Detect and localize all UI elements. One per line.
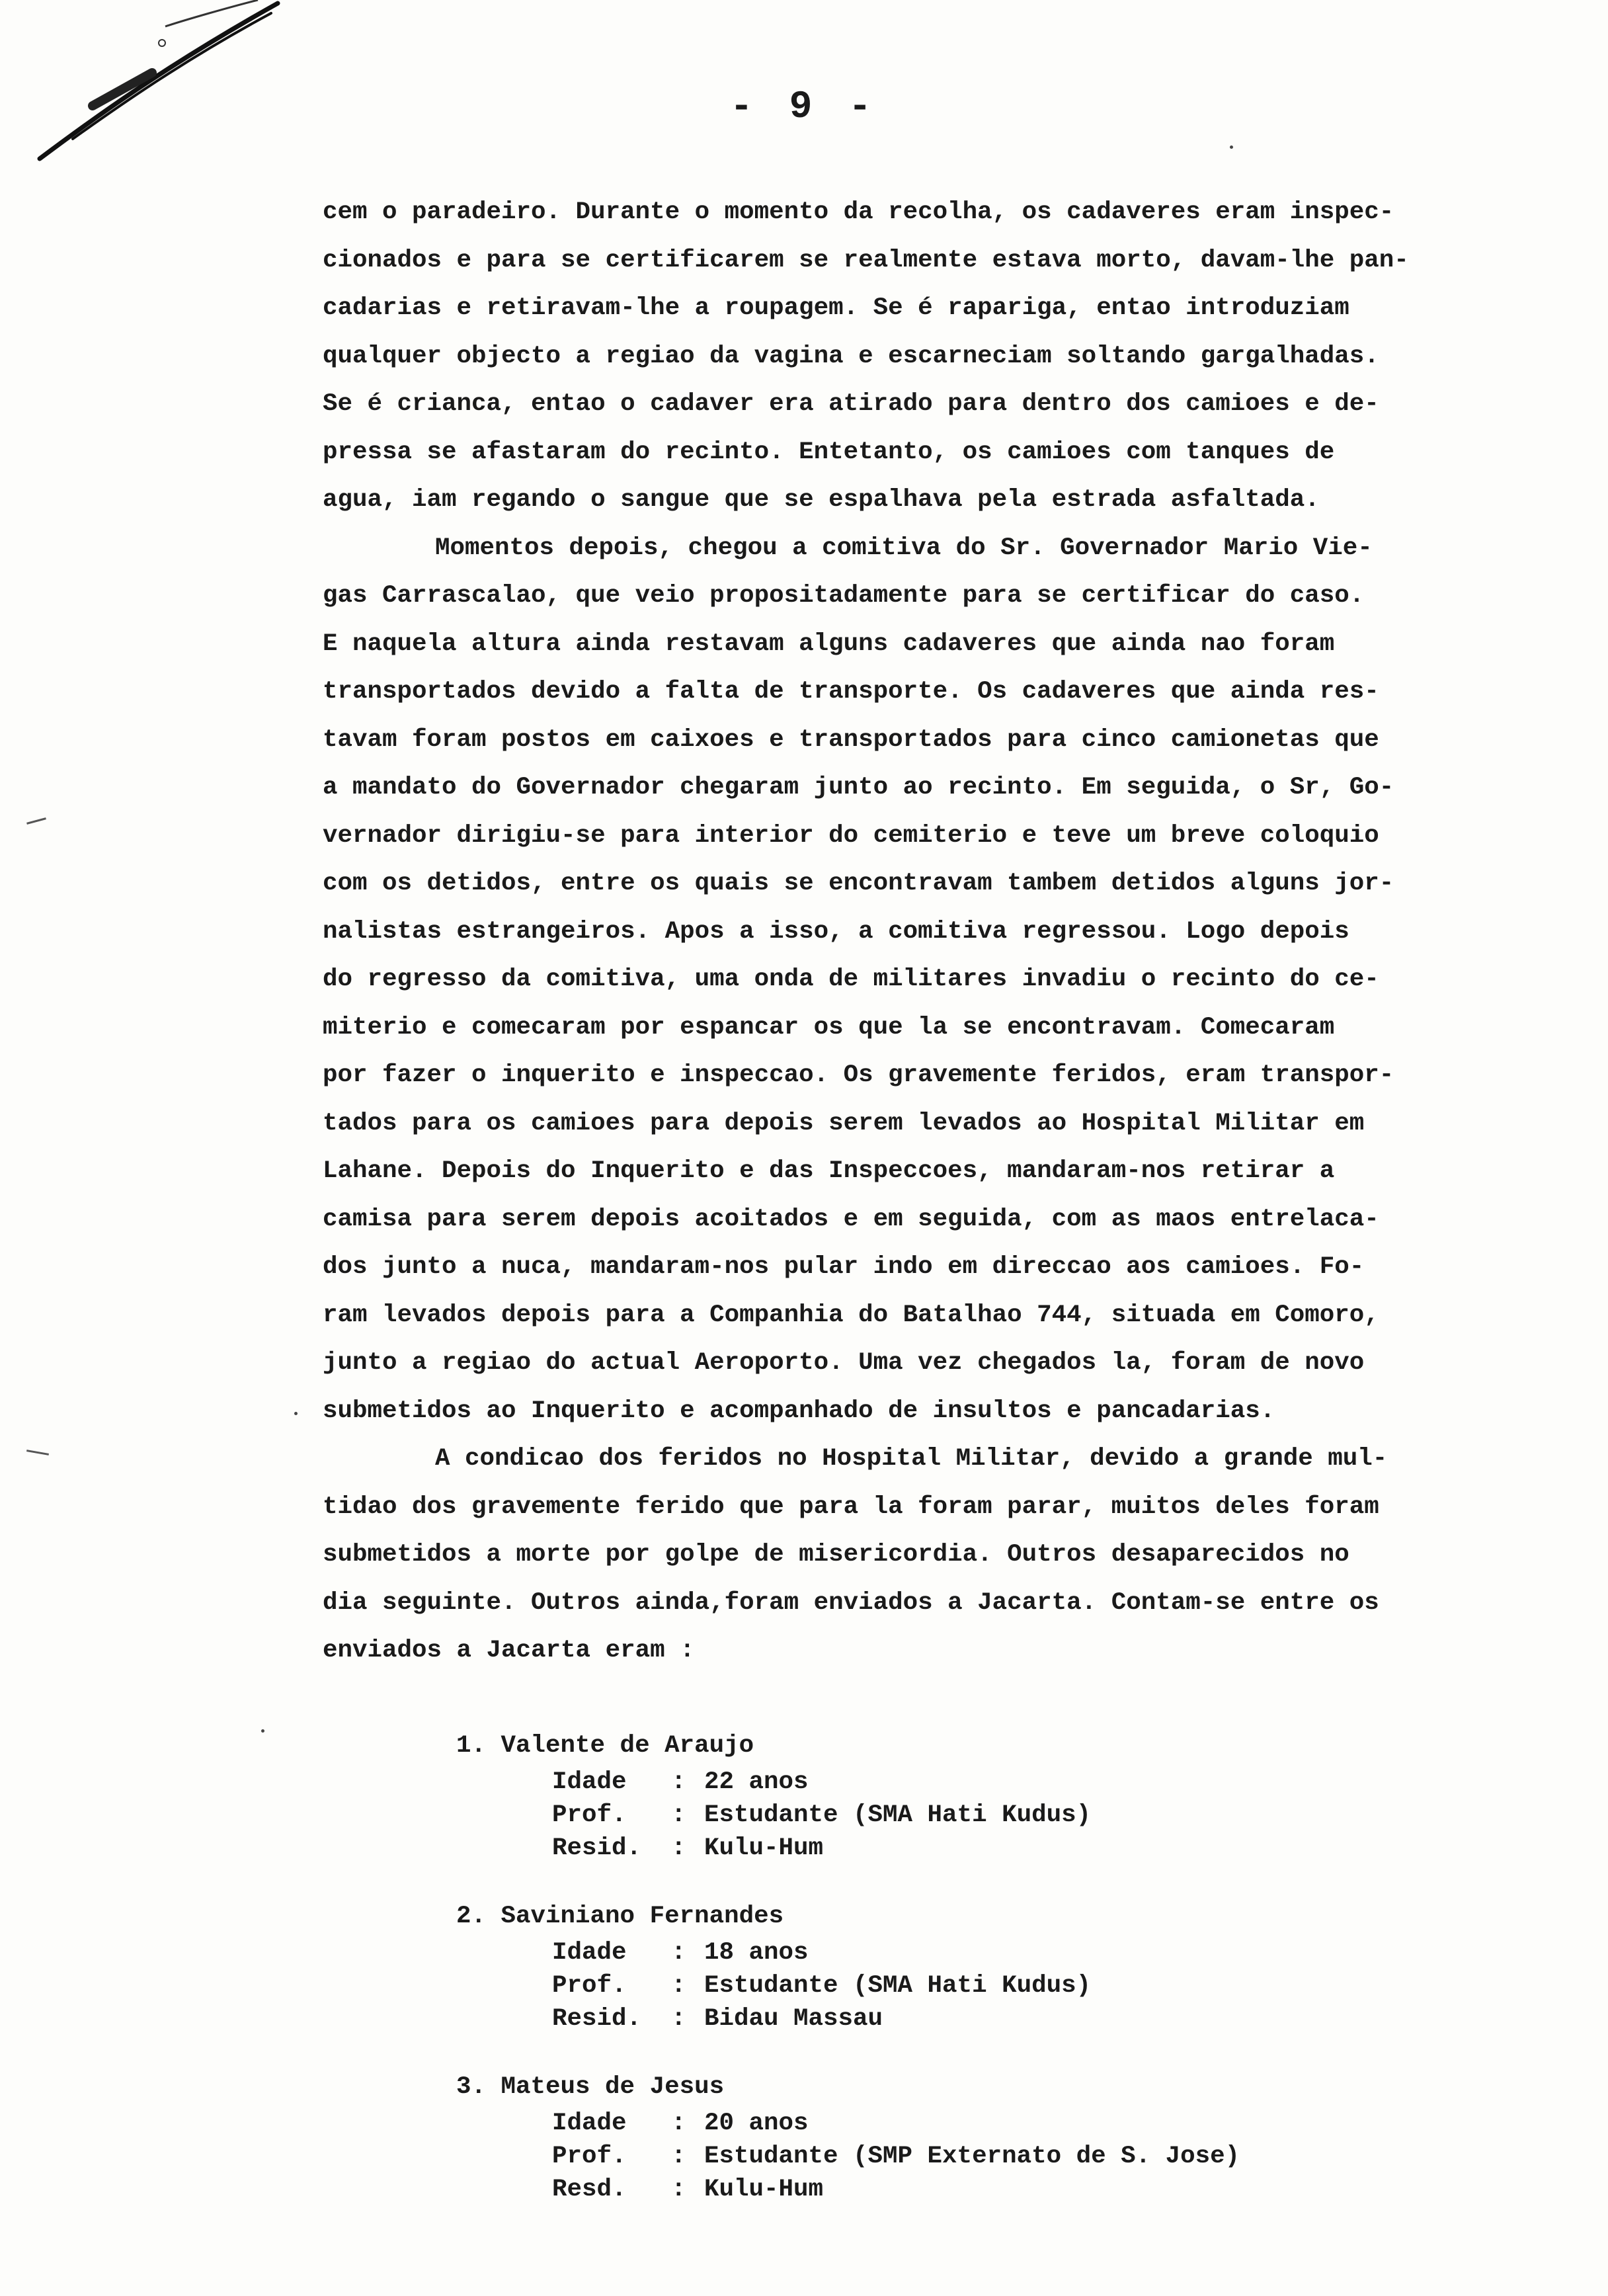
person-field	[456, 1969, 1448, 2002]
paragraph	[323, 188, 1513, 524]
field-label: Resid.	[552, 2005, 642, 2033]
field-separator: :	[671, 2176, 686, 2203]
field-label: Resd.	[552, 2176, 627, 2203]
field-label: Prof.	[552, 1801, 627, 1829]
text-line: ram levados depois para a Companhia do Batalhao 744, situada em Comoro,	[323, 1301, 1379, 1329]
paragraph	[323, 1435, 1513, 1675]
text-line: a mandato do Governador chegaram junto ao recinto. Em seguida, o Sr, Go-	[323, 774, 1394, 801]
field-separator: :	[671, 1801, 686, 1829]
text-line: transportados devido a falta de transporte. Os cadaveres que ainda res-	[323, 678, 1379, 706]
field-value: Kulu-Hum	[704, 1834, 824, 1862]
field-separator: :	[671, 2005, 686, 2033]
text-line: miterio e comecaram por espancar os que la se encontravam. Comecaram	[323, 1013, 1335, 1042]
text-line: A condicao dos feridos no Hospital Militar, devido a grande mul-	[435, 1445, 1388, 1473]
field-separator: :	[671, 1834, 686, 1862]
field-value: Estudante (SMA Hati Kudus)	[704, 1801, 1092, 1829]
field-separator: :	[671, 2110, 686, 2137]
person-entry	[456, 1726, 1448, 1865]
person-number: 1.	[456, 1732, 487, 1760]
field-separator: :	[671, 1939, 686, 1967]
text-line: tados para os camioes para depois serem levados ao Hospital Militar em	[323, 1109, 1365, 1137]
person-field	[456, 1799, 1448, 1832]
text-line: tidao dos gravemente ferido que para la foram parar, muitos deles foram	[323, 1493, 1379, 1521]
text-line: cionados e para se certificarem se realmente estava morto, davam-lhe pan-	[323, 246, 1409, 274]
person-number: 3.	[456, 2073, 487, 2101]
text-line: submetidos ao Inquerito e acompanhado de insultos e pancadarias.	[323, 1397, 1275, 1425]
field-value: Kulu-Hum	[704, 2176, 824, 2203]
scan-speck	[1230, 145, 1233, 149]
persons-list	[456, 1726, 1448, 2238]
person-name	[456, 2067, 1448, 2107]
text-line: enviados a Jacarta eram :	[323, 1637, 695, 1664]
person-field	[456, 2107, 1448, 2140]
field-label: Resid.	[552, 1834, 642, 1862]
text-line: vernador dirigiu-se para interior do cemiterio e teve um breve coloquio	[323, 821, 1379, 850]
field-label: Prof.	[552, 1972, 627, 2000]
paragraphs	[323, 188, 1513, 1675]
text-line: cem o paradeiro. Durante o momento da recolha, os cadaveres eram inspec-	[323, 198, 1394, 226]
field-value: Bidau Massau	[704, 2005, 883, 2033]
text-line: dia seguinte. Outros ainda,foram enviados a Jacarta. Contam-se entre os	[323, 1588, 1379, 1617]
scan-speck	[261, 1729, 264, 1733]
text-line: por fazer o inquerito e inspeccao. Os gravemente feridos, eram transpor-	[323, 1061, 1394, 1089]
person-field	[456, 1832, 1448, 1865]
person-field	[456, 2173, 1448, 2206]
text-line: gas Carrascalao, que veio propositadamente para se certificar do caso.	[323, 582, 1365, 610]
person-name	[456, 1726, 1448, 1766]
margin-mark	[26, 1450, 49, 1456]
text-line: submetidos a morte por golpe de misericordia. Outros desaparecidos no	[323, 1541, 1349, 1569]
text-line: com os detidos, entre os quais se encontravam tambem detidos alguns jor-	[323, 870, 1394, 897]
text-line: Lahane. Depois do Inquerito e das Inspeccoes, mandaram-nos retirar a	[323, 1157, 1335, 1185]
text-line: cadarias e retiravam-lhe a roupagem. Se é rapariga, entao introduziam	[323, 294, 1349, 322]
person-field	[456, 2140, 1448, 2173]
person-entry	[456, 1897, 1448, 2035]
text-line: do regresso da comitiva, uma onda de militares invadiu o recinto do ce-	[323, 965, 1379, 993]
text-line: Se é crianca, entao o cadaver era atirado para dentro dos camioes e de-	[323, 390, 1379, 418]
field-separator: :	[671, 1972, 686, 2000]
text-line: dos junto a nuca, mandaram-nos pular indo em direccao aos camioes. Fo-	[323, 1253, 1365, 1281]
text-line: qualquer objecto a regiao da vagina e escarneciam soltando gargalhadas.	[323, 342, 1379, 370]
field-value: Estudante (SMP Externato de S. Jose)	[704, 2143, 1240, 2170]
field-label: Idade	[552, 1939, 627, 1967]
text-line: agua, iam regando o sangue que se espalhava pela estrada asfaltada.	[323, 486, 1320, 514]
field-separator: :	[671, 2143, 686, 2170]
text-line: Momentos depois, chegou a comitiva do Sr. Governador Mario Vie-	[435, 534, 1373, 562]
field-separator: :	[671, 1768, 686, 1796]
text-line: nalistas estrangeiros. Apos a isso, a comitiva regressou. Logo depois	[323, 917, 1349, 946]
field-value: 20 anos	[704, 2110, 809, 2137]
body-text	[323, 188, 1513, 1675]
scan-speck	[294, 1412, 298, 1415]
person-name	[456, 1897, 1448, 1936]
text-line: tavam foram postos em caixoes e transportados para cinco camionetas que	[323, 725, 1379, 754]
person-field	[456, 2002, 1448, 2035]
person-number: 2.	[456, 1903, 487, 1930]
field-label: Prof.	[552, 2143, 627, 2170]
paragraph	[323, 524, 1513, 1436]
text-line: camisa para serem depois acoitados e em seguida, com as maos entrelaca-	[323, 1205, 1379, 1233]
person-name-text: Saviniano Fernandes	[501, 1903, 784, 1930]
field-label: Idade	[552, 1768, 627, 1796]
person-field	[456, 1936, 1448, 1969]
margin-mark	[26, 817, 46, 825]
text-line: pressa se afastaram do recinto. Entetanto, os camioes com tanques de	[323, 438, 1335, 466]
person-name-text: Valente de Araujo	[501, 1732, 754, 1760]
person-name-text: Mateus de Jesus	[501, 2073, 725, 2101]
person-entry	[456, 2067, 1448, 2206]
text-line: junto a regiao do actual Aeroporto. Uma vez chegados la, foram de novo	[323, 1349, 1365, 1377]
page-number: - 9 -	[729, 86, 879, 129]
field-value: Estudante (SMA Hati Kudus)	[704, 1972, 1092, 2000]
text-line: E naquela altura ainda restavam alguns cadaveres que ainda nao foram	[323, 630, 1335, 658]
field-value: 18 anos	[704, 1939, 809, 1967]
field-value: 22 anos	[704, 1768, 809, 1796]
person-field	[456, 1766, 1448, 1799]
field-label: Idade	[552, 2110, 627, 2137]
